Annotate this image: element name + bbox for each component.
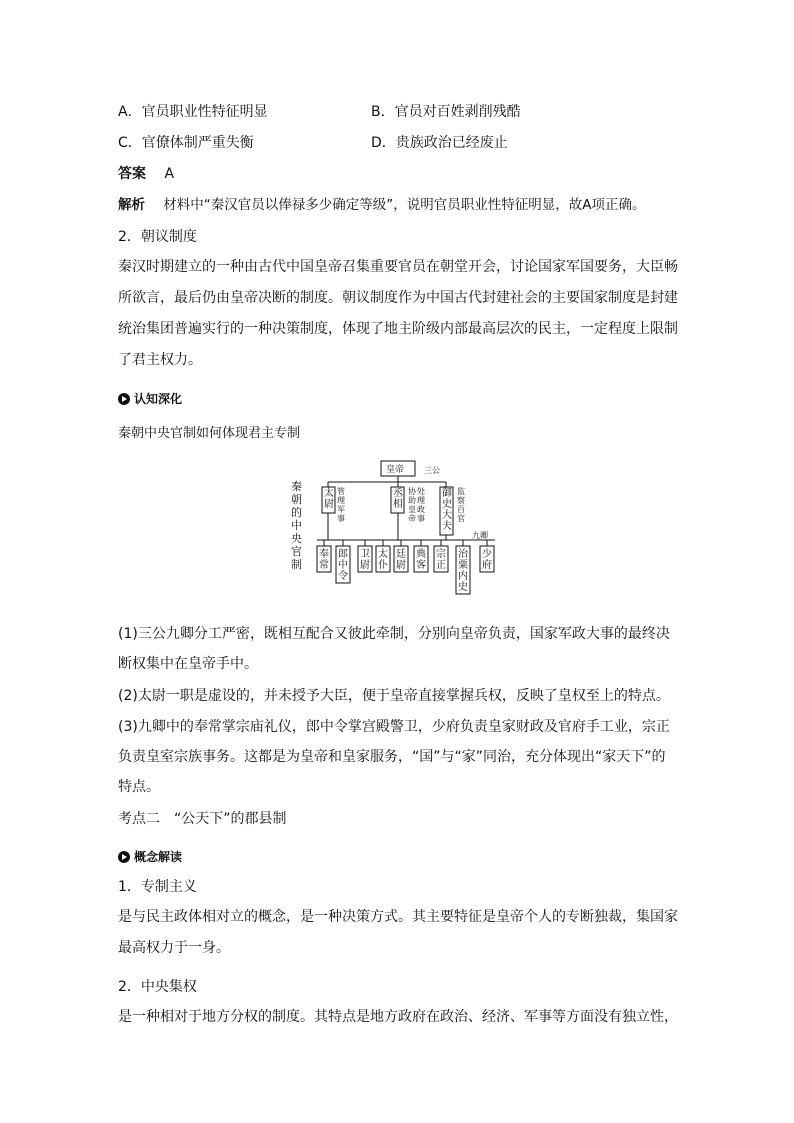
play-circle-icon [118,851,130,863]
option-a: A．官员职业性特征明显 [118,104,268,120]
duke-name: 太尉 [324,488,334,510]
point-3: (3)九卿中的奉常掌宗庙礼仪，郎中令掌宫殿警卫，少府负责皇家财政及官府手工业，宗正负责皇室宗族事务。这都是为皇帝和皇家服务，“国”与“家”同治，充分体现出“家天下”的特点。 [118,719,670,795]
item1-title: 1．专制主义 [118,879,197,895]
qin-central-government-diagram [286,460,526,610]
concept-label: 概念解读 [134,850,183,864]
side-title-char: 制 [291,558,302,571]
minister-name: 少府 [482,549,492,571]
minister-name: 卫尉 [360,549,370,571]
duke-duty: 处理政事 [417,487,425,523]
minister-name: 治粟内史 [458,549,468,593]
side-title-char: 央 [291,532,302,545]
minister-name: 廷尉 [396,549,406,571]
side-title-char: 官 [291,545,302,558]
option-d: D．贵族政治已经废止 [371,135,508,151]
dukes-layer [324,486,465,532]
emperor-text: 皇帝 [386,465,405,475]
section2-body: 秦汉时期建立的一种由古代中国皇帝召集重要官员在朝堂开会，讨论国家军国要务，大臣畅所欲言，最后仍由皇帝决断的制度。朝议制度作为中国古代封建社会的主要国家制度是封建统治集团普遍实行的一种决策制度，体现了地主阶级内部最高层次的民主，一定程度上限制了君主权力。 [118,259,678,368]
deepen-label: 认知深化 [134,392,183,406]
duke-duty: 协助皇帝 [408,487,416,523]
concept-heading [118,846,182,868]
minister-name: 典客 [416,549,426,571]
duke-name: 御史大夫 [442,488,452,532]
option-b: B．官员对百姓剥削残酷 [371,104,521,120]
item1-body: 是与民主政体相对立的概念，是一种决策方式。其主要特征是皇帝个人的专断独裁，集国家最高权力于一身。 [118,909,678,956]
answer-line [118,163,174,185]
item2-title: 2．中央集权 [118,979,197,995]
duke-name: 丞相 [393,488,403,510]
play-circle-icon [118,393,130,405]
answer-value: A [164,166,175,182]
deepen-title: 秦朝中央官制如何体现君主专制 [118,426,301,441]
deepen-heading [118,388,182,410]
duke-duty: 管理军事 [337,487,345,523]
side-title-char: 的 [291,506,302,519]
three-dukes-label: 三公 [424,466,440,475]
minister-name: 太仆 [378,549,388,571]
ministers-layer [317,540,494,594]
analysis-line [118,194,646,216]
point-1: (1)三公九卿分工严密，既相互配合又彼此牵制，分别向皇帝负责，国家军政大事的最终决断权集中在皇帝手中。 [118,626,670,672]
answer-label: 答案 [118,166,146,182]
section2-title: 2．朝议制度 [118,229,197,245]
item2-body: 是一种相对于地方分权的制度。其特点是地方政府在政治、经济、军事等方面没有独立性， [118,1009,678,1025]
nine-ministers-label: 九卿 [472,531,488,540]
analysis-label: 解析 [118,197,145,213]
side-title-char: 朝 [291,493,302,506]
side-title-char: 秦 [291,480,302,493]
minister-name: 奉常 [319,549,329,571]
kaodian-title: 考点二 “公天下”的郡县制 [118,811,287,827]
analysis-text: 材料中“秦汉官员以俸禄多少确定等级”，说明官员职业性特征明显，故A项正确。 [163,197,646,213]
minister-name: 宗正 [436,549,446,571]
duke-duty: 监察百官 [457,487,465,523]
side-title [291,480,302,571]
minister-name: 郎中令 [338,549,348,582]
side-title-char: 中 [291,519,302,532]
point-2: (2)太尉一职是虚设的，并未授予大臣，便于皇帝直接掌握兵权，反映了皇权至上的特点。 [118,688,670,704]
option-c: C．官僚体制严重失衡 [118,135,254,151]
